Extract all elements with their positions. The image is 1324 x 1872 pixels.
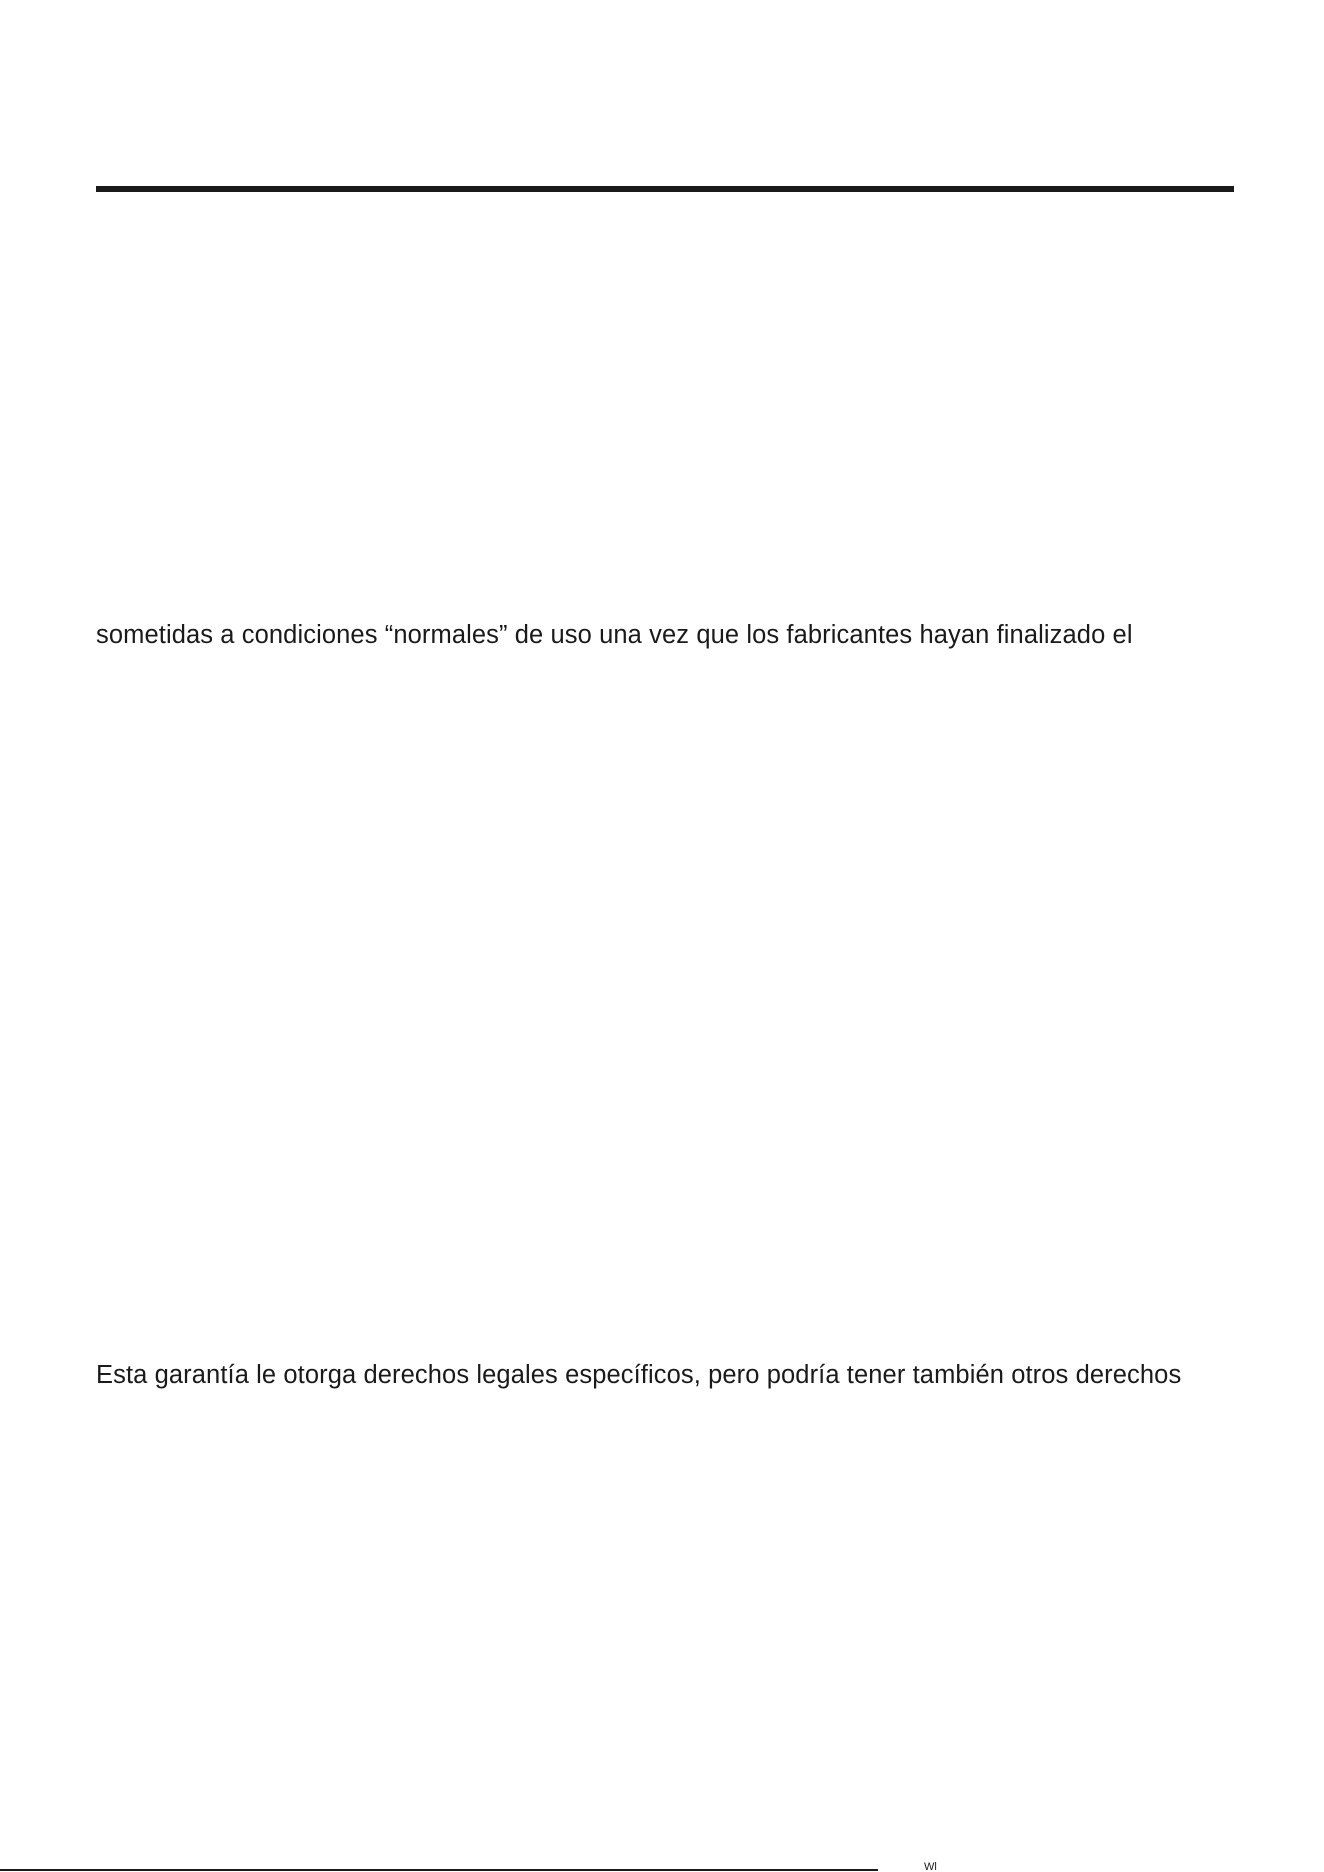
header-rule [96, 186, 1234, 192]
body-text-line-legal-rights: Esta garantía le otorga derechos legales específicos, pero podría tener también otros derechos [96, 1361, 1182, 1389]
footer-rule [0, 1869, 878, 1871]
footer-cut-off-text: Wl [924, 1861, 937, 1872]
body-text-line-normal-use: sometidas a condiciones “normales” de uso una vez que los fabricantes hayan finalizado el [96, 621, 1133, 649]
